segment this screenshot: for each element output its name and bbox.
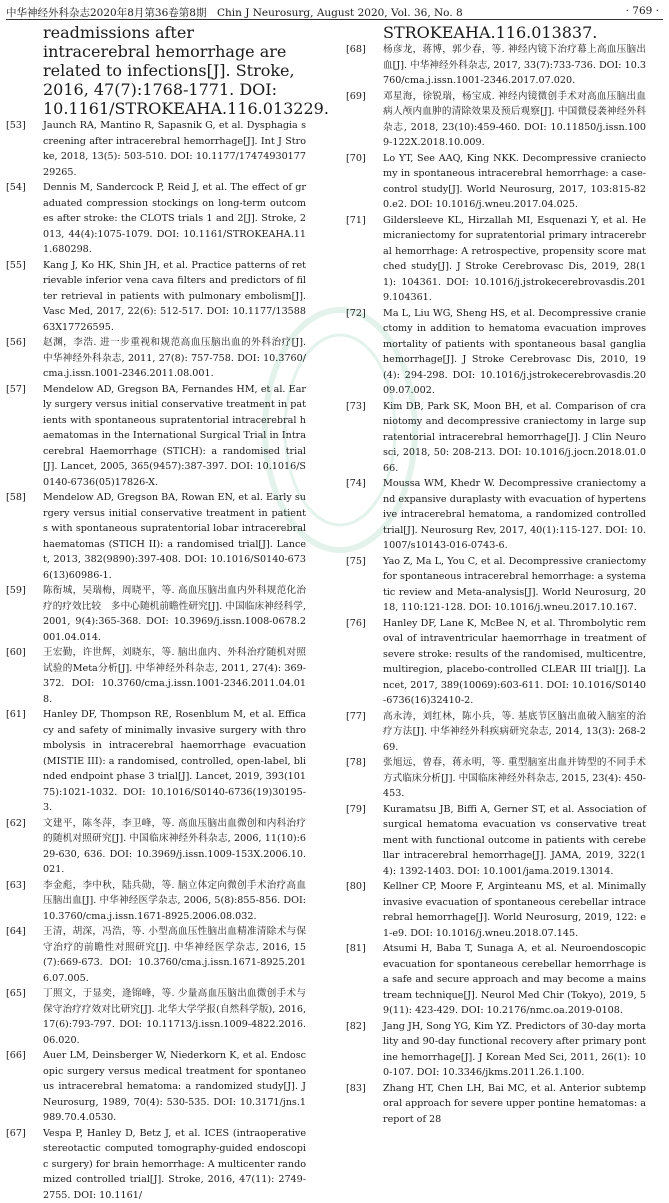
reference-text: Jang JH, Song YG, Kim YZ. Predictors of 30-day mortality and 90-day functional recovery after primary pontine hemorrhage[J]. J Korean Med Sci, 2011, 26(1): 100-107. DOI: 10.3346/jkms.2011.26.1.100.: [383, 1021, 646, 1079]
reference-text: Mendelow AD, Gregson BA, Fernandes HM, et al. Early surgery versus initial conservative treatment in patients with spontaneous supratentorial intracerebral haematomas in the International Surgical Trial in Intracerebral Haemorrhage (STICH): a randomised trial[J]. Lancet, 2005, 365(9457):387-397. DOI: 10.1016/S0140-6736(05)17826-X.: [43, 384, 306, 488]
reference-number: [78]: [346, 755, 366, 771]
reference-text: 赵渊，李浩. 进一步重视和规范高血压脑出血的外科治疗[J]. 中华神经外科杂志, 2011, 27(8): 757-758. DOI: 10.3760/cma.j.issn.1001-2346.2011.08.001.: [43, 337, 306, 379]
reference-item: [346, 802, 646, 880]
reference-item: [6, 816, 306, 878]
reference-item: [346, 1019, 646, 1081]
reference-text: Jaunch RA, Mantino R, Sapasnik G, et al. Dysphagia screening after intracerebral hemorrhage[J]. Int J Stroke, 2018, 13(5): 503-510. DOI: 10.1177/1747493017729265.: [43, 120, 306, 178]
reference-text: 王宏勤，许世辉，刘晓东，等. 脑出血内、外科治疗随机对照试验的Meta分析[J]. 中华神经外科杂志, 2011, 27(4): 369-372. DOI: 10.3760/cma.j.issn.1001-2346.2011.04.018.: [43, 647, 306, 705]
reference-number: [67]: [6, 1126, 26, 1142]
reference-item: [346, 709, 646, 756]
reference-item: [6, 645, 306, 707]
reference-item: [6, 118, 306, 180]
reference-text: 陈衔城，吴瑞梅，周晓平，等. 高血压脑出血内外科规范化治疗的疗效比较 多中心随机前瞻性研究[J]. 中国临床神经科学, 2001, 9(4):365-368. DOI: 10.3969/j.issn.1008-0678.2001.04.014.: [43, 585, 306, 643]
reference-text: Vespa P, Hanley D, Betz J, et al. ICES (intraoperative stereotactic computed tomography-guided endoscopic surgery) for brain hemorrhage: A multicenter randomized controlled trial[J]. Stroke, 2016, 47(11): 2749-2755. DOI: 10.1161/: [43, 1128, 306, 1201]
reference-text: Kellner CP, Moore F, Arginteanu MS, et al. Minimally invasive evacuation of spontaneous cerebellar intracerebral hemorrhage[J]. World Neurosurg, 2019, 122: e1-e9. DOI: 10.1016/j.wneu.2018.07.145.: [383, 881, 646, 939]
reference-number: [73]: [346, 399, 366, 415]
reference-text: 张旭远，曾春，蒋永明，等. 重型脑室出血并铸型的不同手术方式临床分析[J]. 中国临床神经外科杂志, 2015, 23(4): 450-453.: [383, 757, 646, 799]
reference-text: 杨彦龙，蒋博，郭少春，等. 神经内镜下治疗幕上高血压脑出血[J]. 中华神经外科杂志, 2017, 33(7):733-736. DOI: 10.3760/cma.j.issn.1001-2346.2017.07.020.: [383, 44, 646, 86]
reference-number: [77]: [346, 709, 366, 725]
reference-item: [6, 1048, 306, 1126]
reference-number: [57]: [6, 382, 26, 398]
reference-item: [346, 399, 646, 477]
reference-item: [6, 986, 306, 1048]
page-header: [0, 0, 669, 20]
reference-item: [346, 941, 646, 1019]
reference-text: 李金彪，李中秋，陆兵勋，等. 脑立体定向微创手术治疗高血压脑出血[J]. 中华神经医学杂志, 2006, 5(8):855-856. DOI: 10.3760/cma.j.issn.1671-8925.2006.08.032.: [43, 880, 306, 922]
reference-number: [54]: [6, 180, 26, 196]
reference-text: Kuramatsu JB, Biffi A, Gerner ST, et al. Association of surgical hematoma evacuation vs conservative treatment with functional outcome in patients with cerebellar intracerebral hemorrhage[J]. JAMA, 2019, 322(14): 1392-1403. DOI: 10.1001/jama.2019.13014.: [383, 804, 646, 877]
reference-item: [346, 1081, 646, 1128]
reference-text: Atsumi H, Baba T, Sunaga A, et al. Neuroendoscopic evacuation for spontaneous cerebellar hemorrhage is a safe and secure approach and may become a mainstream technique[J]. Neurol Med Chir (Tokyo), 2019, 59(11): 423-429. DOI: 10.2176/nmc.oa.2019-0108.: [383, 943, 646, 1016]
references-right-column: [346, 23, 646, 1127]
reference-item: [346, 151, 646, 213]
reference-number: [70]: [346, 151, 366, 167]
reference-text: 文建平，陈冬萍，李卫峰，等. 高血压脑出血微创和内科治疗的随机对照研究[J]. 中国临床神经外科杂志, 2006, 11(10):629-630, 636. DOI: 10.3969/j.issn.1009-153X.2006.10.021.: [43, 818, 306, 876]
reference-text: Gildersleeve KL, Hirzallah MI, Esquenazi Y, et al. Hemicraniectomy for supratentorial primary intracerebral hemorrhage: A retrospective, propensity score matched study[J]. J Stroke Cerebrovasc Dis, 2019, 28(11): 104361. DOI: 10.1016/j.jstrokecerebrovasdis.2019.104361.: [383, 215, 646, 304]
reference-number: [82]: [346, 1019, 366, 1035]
reference-text: Auer LM, Deinsberger W, Niederkorn K, et al. Endoscopic surgery versus medical treatment for spontaneous intracerebral hematoma: a randomized study[J]. J Neurosurg, 1989, 70(4): 530-535. DOI: 10.3171/jns.1989.70.4.0530.: [43, 1050, 306, 1123]
reference-item: [346, 616, 646, 709]
reference-text: Kim DB, Park SK, Moon BH, et al. Comparison of craniotomy and decompressive craniectomy in large supratentorial intracerebral hemorrhage[J]. J Clin Neurosci, 2018, 50: 208-213. DOI: 10.1016/j.jocn.2018.01.066.: [383, 401, 646, 474]
reference-item: [346, 89, 646, 151]
reference-item: [6, 878, 306, 925]
reference-number: [79]: [346, 802, 366, 818]
reference-number: [76]: [346, 616, 366, 632]
reference-item: [346, 879, 646, 941]
reference-item: [6, 382, 306, 491]
reference-item: [6, 707, 306, 816]
reference-text: Kang J, Ko HK, Shin JH, et al. Practice patterns of retrievable inferior vena cava filters and predictors of filter retrieval in patients with pulmonary embolism[J]. Vasc Med, 2017, 22(6): 512-517. DOI: 10.1177/1358863X17726595.: [43, 260, 306, 333]
reference-continuation: STROKEAHA.116.013837.: [346, 23, 646, 42]
reference-item: [346, 476, 646, 554]
reference-number: [75]: [346, 554, 366, 570]
reference-item: [6, 335, 306, 382]
reference-number: [68]: [346, 42, 366, 58]
reference-item: [346, 42, 646, 89]
reference-text: Dennis M, Sandercock P, Reid J, et al. The effect of graduated compression stockings on long-term outcomes after stroke: the CLOTS trials 1 and 2[J]. Stroke, 2013, 44(4):1075-1079. DOI: 10.1161/STROKEAHA.111.680298.: [43, 182, 306, 255]
reference-item: [6, 1126, 306, 1203]
reference-text: 邓星海，徐锐瑞，杨宝成. 神经内镜微创手术对高血压脑出血病人颅内血肿的清除效果及预后观察[J]. 中国微侵袭神经外科杂志, 2018, 23(10):459-460. DOI: 10.11850/j.issn.1009-122X.2018.10.009.: [383, 91, 646, 149]
reference-number: [56]: [6, 335, 26, 351]
reference-number: [65]: [6, 986, 26, 1002]
reference-item: [346, 554, 646, 616]
reference-text: Yao Z, Ma L, You C, et al. Decompressive craniectomy for spontaneous intracerebral hemorrhage: a systematic review and Meta-analysis[J]. World Neurosurg, 2018, 110:121-128. DOI: 10.1016/j.wneu.2017.10.167.: [383, 556, 646, 614]
reference-item: [6, 583, 306, 645]
reference-text: Hanley DF, Thompson RE, Rosenblum M, et al. Efficacy and safety of minimally invasive surgery with thrombolysis in intracerebral haemorrhage evacuation (MISTIE III): a randomised, controlled, open-label, blinded endpoint phase 3 trial[J]. Lancet, 2019, 393(10175):1021-1032. DOI: 10.1016/S0140-6736(19)30195-3.: [43, 709, 306, 813]
reference-number: [62]: [6, 816, 26, 832]
reference-item: [6, 258, 306, 336]
reference-text: Mendelow AD, Gregson BA, Rowan EN, et al. Early surgery versus initial conservative treatment in patients with spontaneous supratentorial lobar intracerebral haematomas (STICH II): a randomised trial[J]. Lancet, 2013, 382(9890):397-408. DOI: 10.1016/S0140-6736(13)60986-1.: [43, 492, 306, 581]
reference-number: [81]: [346, 941, 366, 957]
reference-item: [6, 490, 306, 583]
reference-item: [346, 213, 646, 306]
reference-item: [346, 755, 646, 802]
reference-item: [6, 924, 306, 986]
page-number: · 769 ·: [626, 5, 659, 17]
journal-title: 中华神经外科杂志2020年8月第36卷第8期 Chin J Neurosurg, August 2020, Vol. 36, No. 8: [6, 5, 463, 20]
reference-text: 丁照文，于显奕，逄锦峰，等. 少量高血压脑出血微创手术与保守治疗疗效对比研究[J]. 北华大学学报(自然科学版), 2016, 17(6):793-797. DOI: 10.11713/j.issn.1009-4822.2016.06.020.: [43, 988, 306, 1046]
reference-number: [80]: [346, 879, 366, 895]
reference-text: Zhang HT, Chen LH, Bai MC, et al. Anterior subtemporal approach for severe upper pontine hematomas: a report of 28: [383, 1083, 646, 1125]
reference-number: [58]: [6, 490, 26, 506]
reference-number: [66]: [6, 1048, 26, 1064]
reference-number: [61]: [6, 707, 26, 723]
reference-text: Ma L, Liu WG, Sheng HS, et al. Decompressive craniectomy in addition to hematoma evacuation improves mortality of patients with spontaneous basal ganglia hemorrhage[J]. J Stroke Cerebrovasc Dis, 2010, 19(4): 294-298. DOI: 10.1016/j.jstrokecerebrovasdis.2009.07.002.: [383, 308, 646, 397]
reference-text: 王清，胡深，冯浩，等. 小型高血压性脑出血精准清除术与保守治疗的前瞻性对照研究[J]. 中华神经医学杂志, 2016, 15(7):669-673. DOI: 10.3760/cma.j.issn.1671-8925.2016.07.005.: [43, 926, 306, 984]
reference-item: [346, 306, 646, 399]
reference-number: [60]: [6, 645, 26, 661]
reference-number: [64]: [6, 924, 26, 940]
reference-text: Hanley DF, Lane K, McBee N, et al. Thrombolytic removal of intraventricular haemorrhage in treatment of severe stroke: results of the randomised, multicentre, multiregion, placebo-controlled CLEAR III trial[J]. Lancet, 2017, 389(10069):603-611. DOI: 10.1016/S0140-6736(16)32410-2.: [383, 618, 646, 707]
reference-number: [72]: [346, 306, 366, 322]
reference-text: Lo YT, See AAQ, King NKK. Decompressive craniectomy in spontaneous intracerebral hemorrhage: a case-control study[J]. World Neurosurg, 2017, 103:815-820.e2. DOI: 10.1016/j.wneu.2017.04.025.: [383, 153, 646, 211]
reference-number: [59]: [6, 583, 26, 599]
reference-item: [6, 180, 306, 258]
reference-number: [55]: [6, 258, 26, 274]
reference-number: [74]: [346, 476, 366, 492]
reference-number: [71]: [346, 213, 366, 229]
reference-number: [69]: [346, 89, 366, 105]
reference-text: 高永涛，刘红林，陈小兵，等. 基底节区脑出血破入脑室的治疗方法[J]. 中华神经外科疾病研究杂志, 2014, 13(3): 268-269.: [383, 711, 646, 753]
reference-number: [83]: [346, 1081, 366, 1097]
reference-number: [53]: [6, 118, 26, 134]
reference-text: Moussa WM, Khedr W. Decompressive craniectomy and expansive duraplasty with evacuation of hypertensive intracerebral hematoma, a randomized controlled trial[J]. Neurosurg Rev, 2017, 40(1):115-127. DOI: 10.1007/s10143-016-0743-6.: [383, 478, 646, 551]
reference-number: [63]: [6, 878, 26, 894]
header-divider: [6, 19, 663, 20]
references-left-column: [6, 23, 306, 1203]
reference-continuation: readmissions after intracerebral hemorrhage are related to infections[J]. Stroke, 2016, 47(7):1768-1771. DOI: 10.1161/STROKEAHA.116.013229.: [6, 23, 306, 118]
